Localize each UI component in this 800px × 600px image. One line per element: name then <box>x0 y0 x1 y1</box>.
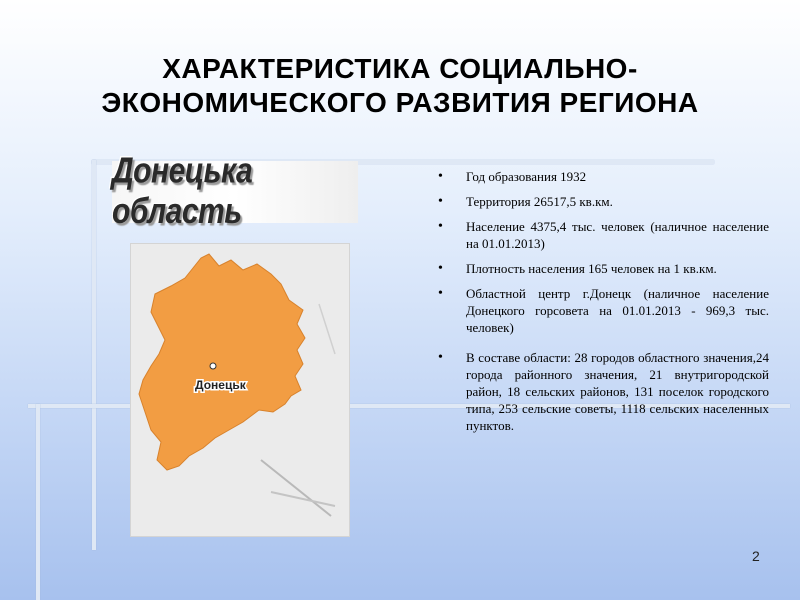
page-number: 2 <box>752 548 760 564</box>
fact-item: • Население 4375,4 тыс. человек (наличное население на 01.01.2013) <box>438 218 769 252</box>
region-shape <box>139 254 305 470</box>
map-shadow-line <box>261 460 331 516</box>
map-city-label: Донецьк <box>195 378 246 392</box>
fact-item: • Областной центр г.Донецк (наличное население Донецкого горсовета на 01.01.2013 - 969,3 тыс. человек) <box>438 285 769 336</box>
region-map-svg <box>131 244 349 536</box>
decorative-line <box>36 404 40 600</box>
fact-item: • В составе области: 28 городов областного значения,24 города районного значения, 21 внутригородской район, 18 сельских районов, 131 поселок городского типа, 253 сельские советы, 1118 сельских населенных пунктов. <box>438 349 769 434</box>
title-line-1: ХАРАКТЕРИСТИКА СОЦИАЛЬНО- <box>162 53 638 84</box>
fact-item: • Год образования 1932 <box>438 168 769 185</box>
title-line-2: ЭКОНОМИЧЕСКОГО РАЗВИТИЯ РЕГИОНА <box>101 87 699 118</box>
city-marker-icon <box>210 363 216 369</box>
fact-item: • Плотность населения 165 человек на 1 кв.км. <box>438 260 769 277</box>
facts-list <box>438 168 769 442</box>
map-shadow-line <box>319 304 335 354</box>
region-logo <box>112 151 358 232</box>
slide-title <box>40 52 760 120</box>
region-logo-text: Донецька область <box>112 151 253 232</box>
decorative-line <box>92 160 96 550</box>
region-map <box>130 243 350 537</box>
fact-item: • Территория 26517,5 кв.км. <box>438 193 769 210</box>
